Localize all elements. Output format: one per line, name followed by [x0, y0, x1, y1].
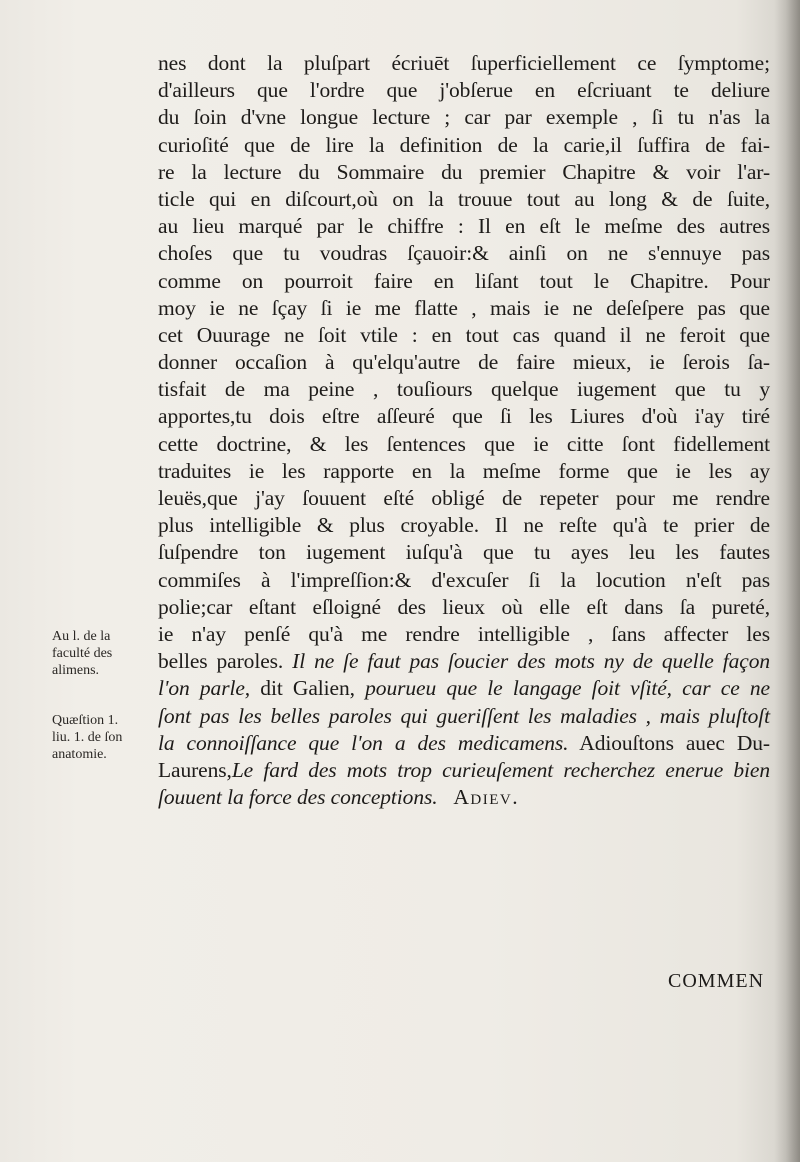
roman-run: Adiouſtons auec Du-: [568, 730, 770, 755]
text-line-mixed: [158, 784, 770, 811]
text-line: nes dont la pluſpart écriuēt ſuperficiellement ce ſymptome;: [158, 51, 770, 75]
text-line: au lieu marqué par le chiffre : Il en eſt le meſme des autres: [158, 214, 770, 239]
italic-quote-run: pourueu que le langage ſoit vſité, car ce ne: [365, 676, 770, 701]
closing-adieu: Adiev.: [453, 785, 520, 810]
text-line-mixed: [158, 648, 770, 675]
text-line: donner occaſion à qu'elqu'autre de faire mieux, ie ſerois ſa-: [158, 350, 770, 375]
spacer-run: [438, 785, 454, 809]
margin-note-line: anatomie.: [52, 747, 107, 762]
margin-note-galen-reference: [52, 628, 112, 679]
text-line: ſuſpendre ton iugement iuſqu'à que tu ayes leu les fautes: [158, 540, 770, 565]
text-line: ie n'ay penſé qu'à me rendre intelligible , ſans affecter les: [158, 621, 770, 646]
text-line: plus intelligible & plus croyable. Il ne reſte qu'à te prier de: [158, 513, 770, 538]
text-line-mixed: [158, 675, 770, 702]
text-line: cet Ouurage ne ſoit vtile : en tout cas quand il ne feroit que: [158, 322, 770, 347]
margin-note-line: alimens.: [52, 663, 100, 678]
text-line-mixed: [158, 757, 770, 784]
margin-note-line: Au l. de la: [52, 629, 111, 644]
italic-quote-run: Il ne ſe faut pas ſoucier des mots ny de quelle façon: [292, 649, 770, 674]
margin-note-line: liu. 1. de ſon: [52, 730, 123, 745]
text-line: leuës,que j'ay ſouuent eſté obligé de repeter pour me rendre: [158, 486, 770, 510]
text-line: du ſoin d'vne longue lecture ; car par exemple , ſi tu n'as la: [158, 105, 770, 130]
text-line: choſes que tu voudras ſçauoir:& ainſi on ne s'ennuye pas: [158, 241, 770, 266]
roman-run: Laurens,: [158, 757, 232, 782]
italic-quote-run: l'on parle,: [158, 676, 251, 701]
text-line: apportes,tu dois eſtre aſſeuré que ſi les Liures d'où i'ay tiré: [158, 404, 770, 429]
text-line: traduites ie les rapporte en la meſme forme que ie les ay: [158, 458, 770, 483]
italic-quote-run: Le fard des mots trop curieuſement recherchez enerue bien: [231, 757, 770, 782]
text-line: comme on pourroit faire en liſant tout le Chapitre. Pour: [158, 268, 770, 293]
italic-quote-run: ſont pas les belles paroles qui gueriſſent les maladies , mais pluſtoſt: [158, 703, 770, 728]
text-line: d'ailleurs que l'ordre que j'obſerue en eſcriuant te deliure: [158, 78, 770, 103]
text-line: tisfait de ma peine , touſiours quelque iugement que tu y: [158, 377, 770, 402]
catchword: COMMEN: [668, 970, 765, 992]
margin-note-line: Quæſtion 1.: [52, 713, 119, 728]
text-line: commiſes à l'impreſſion:& d'excuſer ſi la locution n'eſt pas: [158, 567, 770, 592]
text-line: re la lecture du Sommaire du premier Chapitre & voir l'ar-: [158, 159, 770, 184]
main-text-block: [158, 50, 770, 811]
italic-quote-run: la connoiſſance que l'on a des medicamens.: [158, 730, 569, 755]
binding-gutter-shadow: [774, 0, 800, 1162]
text-line: cette doctrine, & les ſentences que ie citte ſont fidellement: [158, 431, 770, 456]
italic-quote-run: ſouuent la force des conceptions.: [158, 785, 438, 810]
margin-note-laurens-reference: [52, 712, 122, 763]
roman-run: dit Galien,: [250, 676, 366, 701]
text-line: curioſité que de lire la definition de la carie,il ſuffira de fai-: [158, 132, 770, 157]
text-line-mixed: [158, 703, 770, 730]
text-line: ticle qui en diſcourt,où on la trouue tout au long & de ſuite,: [158, 186, 770, 211]
text-line: polie;car eſtant eſloigné des lieux où elle eſt dans ſa pureté,: [158, 594, 770, 619]
text-line: moy ie ne ſçay ſi ie me flatte , mais ie ne deſeſpere pas que: [158, 295, 770, 320]
roman-run: belles paroles.: [158, 649, 293, 674]
margin-note-line: faculté des: [52, 646, 113, 661]
text-line-mixed: [158, 730, 770, 757]
